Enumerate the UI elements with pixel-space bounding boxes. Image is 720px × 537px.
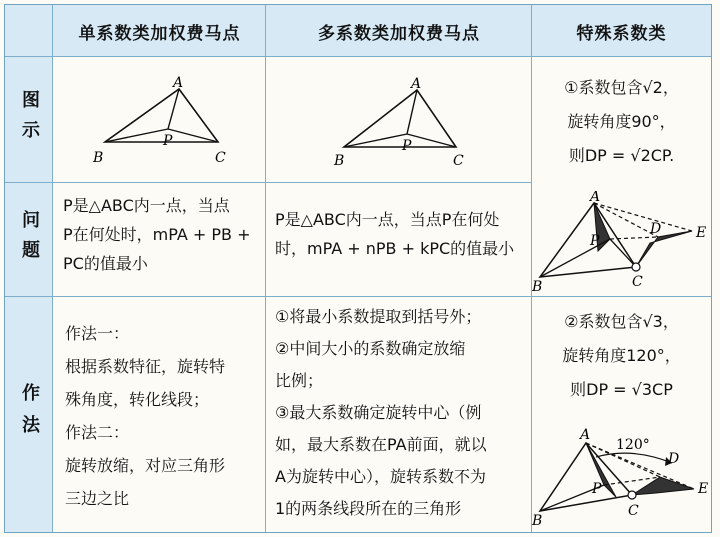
special-sqrt3-line3: 则DP = √3CP bbox=[570, 380, 673, 399]
label-B: B bbox=[334, 153, 345, 169]
label-D: D bbox=[650, 221, 662, 237]
method-multi-line4: ③最大系数确定旋转中心（例 bbox=[275, 403, 482, 422]
method-multi-line2: ②中间大小的系数确定放缩 bbox=[275, 339, 466, 358]
triangle-diagram-single bbox=[53, 57, 265, 183]
label-angle-120: 120° bbox=[616, 437, 650, 453]
label-A: A bbox=[580, 427, 591, 443]
problem-multi bbox=[275, 205, 530, 263]
method-multi bbox=[275, 301, 530, 525]
label-P: P bbox=[163, 133, 173, 149]
method-single-line5: 旋转放缩，对应三角形 bbox=[65, 456, 226, 475]
row-label-problem bbox=[5, 183, 53, 297]
label-E: E bbox=[696, 225, 707, 241]
method-multi-line6: A为旋转中心），旋转系数不为 bbox=[275, 467, 486, 486]
problem-single-line3: PC的值最小 bbox=[63, 254, 148, 273]
special-sqrt2-figure bbox=[532, 191, 711, 295]
method-single-line1: 作法一： bbox=[65, 324, 130, 343]
method-multi-line3: 比例； bbox=[275, 371, 324, 390]
method-single bbox=[65, 317, 263, 515]
special-sqrt2-text bbox=[532, 71, 711, 173]
label-P: P bbox=[402, 138, 412, 154]
label-B: B bbox=[532, 513, 543, 529]
label-B: B bbox=[93, 150, 104, 166]
corner-cell bbox=[5, 5, 53, 57]
label-A: A bbox=[590, 191, 601, 205]
header-single-coefficient: 单系数类加权费马点 bbox=[53, 5, 266, 57]
label-P: P bbox=[590, 233, 600, 249]
row-label-problem-text: 问题 bbox=[19, 210, 40, 270]
rotation-90-diagram bbox=[532, 191, 711, 295]
method-multi-line1: ①将最小系数提取到括号外； bbox=[275, 307, 482, 326]
header-special-coefficient: 特殊系数类 bbox=[532, 5, 711, 57]
method-single-line3: 殊角度，转化线段； bbox=[65, 390, 210, 409]
row-label-figure-text: 图示 bbox=[19, 90, 40, 150]
special-sqrt3-line1: ②系数包含√3， bbox=[564, 312, 679, 331]
special-sqrt2-line2: 旋转角度90°， bbox=[567, 112, 676, 131]
figure-multi bbox=[266, 57, 531, 183]
row-label-figure bbox=[5, 57, 53, 183]
problem-multi-line1: P是△ABC内一点，当点P在何处 bbox=[275, 210, 500, 229]
special-sqrt3-figure bbox=[532, 423, 711, 531]
header-multi-coefficient: 多系数类加权费马点 bbox=[266, 5, 532, 57]
method-single-line6: 三边之比 bbox=[65, 489, 130, 508]
special-sqrt2-line1: ①系数包含√2， bbox=[564, 78, 679, 97]
label-A: A bbox=[411, 76, 422, 92]
fermat-point-table bbox=[4, 4, 712, 533]
figure-single bbox=[53, 57, 265, 183]
problem-single-line2: P在何处时，mPA + PB + bbox=[63, 225, 251, 244]
triangle-diagram-multi bbox=[266, 57, 531, 183]
method-single-line4: 作法二： bbox=[65, 423, 130, 442]
label-P: P bbox=[592, 481, 602, 497]
label-A: A bbox=[173, 75, 184, 91]
special-sqrt3-line2: 旋转角度120°， bbox=[562, 346, 681, 365]
label-C: C bbox=[628, 503, 639, 519]
problem-single bbox=[63, 191, 263, 278]
method-single-line2: 根据系数特征，旋转特 bbox=[65, 357, 226, 376]
row-label-method bbox=[5, 297, 53, 532]
label-B: B bbox=[532, 279, 543, 295]
label-C: C bbox=[453, 153, 464, 169]
problem-multi-line2: 时，mPA + nPB + kPC的值最小 bbox=[275, 239, 515, 258]
method-multi-line5: 如，最大系数在PA前面，就以 bbox=[275, 435, 487, 454]
label-E: E bbox=[698, 481, 709, 497]
problem-single-line1: P是△ABC内一点，当点 bbox=[63, 196, 230, 215]
row-label-method-text: 作法 bbox=[19, 382, 40, 447]
label-C: C bbox=[215, 150, 226, 166]
method-multi-line7: 1的两条线段所在的三角形 bbox=[275, 499, 462, 518]
label-C: C bbox=[632, 274, 643, 290]
label-D: D bbox=[668, 451, 680, 467]
rotation-120-diagram bbox=[532, 423, 711, 531]
special-sqrt3-text bbox=[532, 305, 711, 407]
special-sqrt2-line3: 则DP = √2CP. bbox=[568, 146, 675, 165]
